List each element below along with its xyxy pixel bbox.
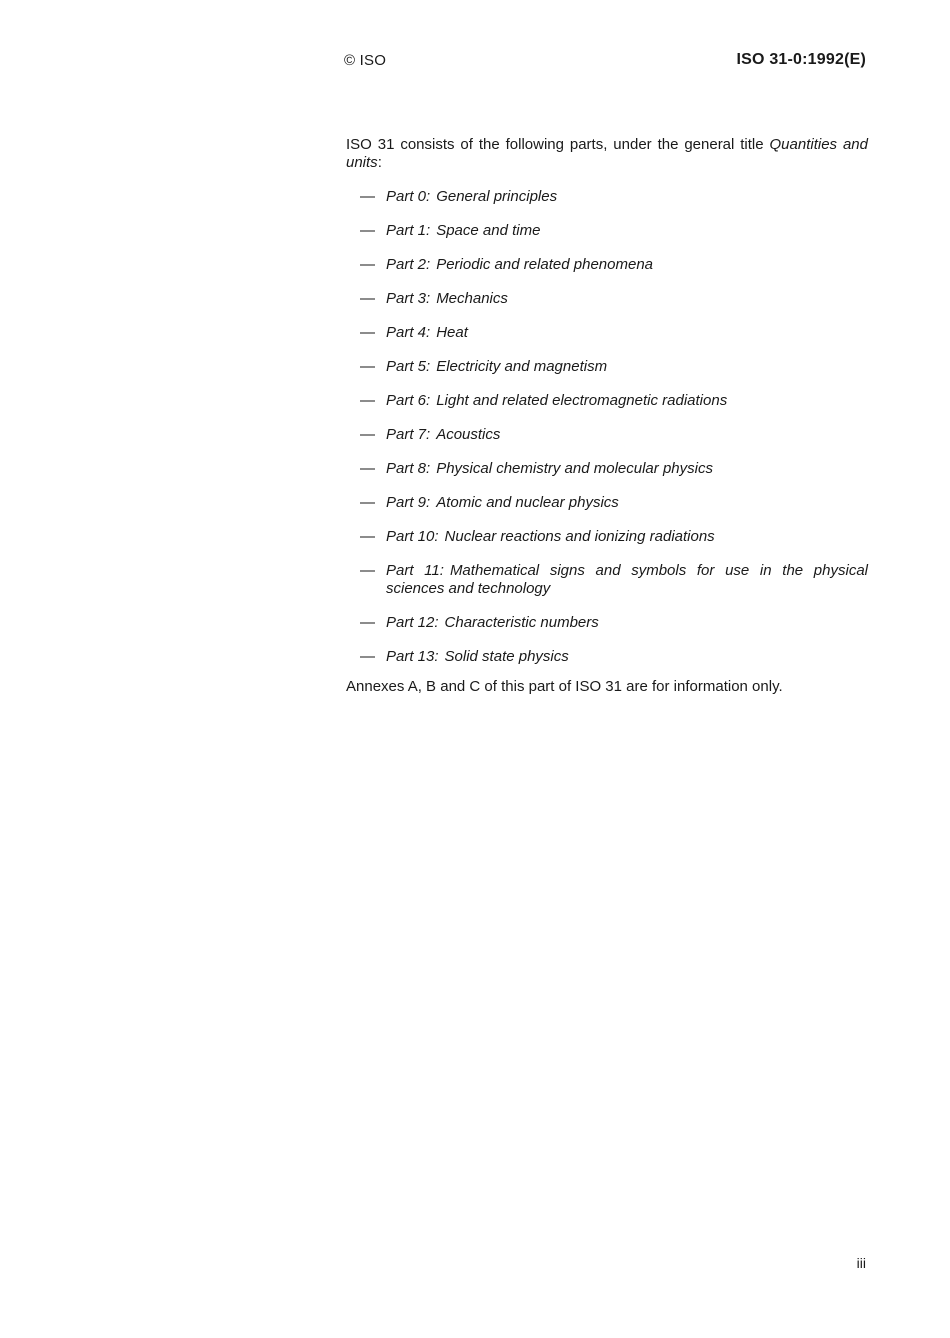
list-item [346, 392, 868, 410]
part-label: Part 10: [386, 528, 439, 545]
dash: — [360, 494, 375, 511]
part-title: Acoustics [436, 426, 501, 443]
part-title: Mechanics [436, 290, 508, 307]
part-label: Part 2: [386, 256, 431, 273]
part-label: Part 11: [386, 562, 444, 579]
list-item [346, 426, 868, 444]
dash: — [360, 614, 375, 631]
list-item [346, 290, 868, 308]
part-title: Physical chemistry and molecular physics [436, 460, 713, 477]
part-title: Space and time [436, 222, 541, 239]
list-item [346, 648, 868, 666]
dash: — [360, 648, 375, 665]
part-title: Nuclear reactions and ionizing radiations [444, 528, 715, 545]
list-item [346, 494, 868, 512]
part-title: Characteristic numbers [444, 614, 599, 631]
dash: — [360, 392, 375, 409]
dash: — [360, 324, 375, 341]
dash: — [360, 426, 375, 443]
dash: — [360, 460, 375, 477]
part-title: Mathematical signs and symbols for use in the physical sciences and technology [386, 562, 868, 597]
part-label: Part 13: [386, 648, 439, 665]
part-label: Part 0: [386, 188, 431, 205]
dash: — [360, 256, 375, 273]
part-label: Part 7: [386, 426, 431, 443]
dash: — [360, 562, 375, 579]
list-item [346, 460, 868, 478]
list-item [346, 188, 868, 206]
annex-note: Annexes A, B and C of this part of ISO 31 are for information only. [346, 678, 783, 695]
part-label: Part 4: [386, 324, 431, 341]
list-item [346, 358, 868, 376]
list-item [346, 562, 868, 598]
part-title: Light and related electromagnetic radiations [436, 392, 728, 409]
header-document-id: ISO 31-0:1992(E) [736, 51, 866, 68]
page-number: iii [856, 1255, 866, 1271]
part-label: Part 1: [386, 222, 431, 239]
part-title: Heat [436, 324, 468, 341]
part-title: General principles [436, 188, 558, 205]
dash: — [360, 358, 375, 375]
part-title: Electricity and magnetism [436, 358, 608, 375]
dash: — [360, 188, 375, 205]
part-label: Part 5: [386, 358, 431, 375]
intro-text-after: : [377, 154, 382, 171]
dash: — [360, 528, 375, 545]
intro-general-title: Quantities and units [346, 136, 868, 171]
part-title: Atomic and nuclear physics [436, 494, 619, 511]
header-copyright: © ISO [344, 52, 387, 69]
list-item [346, 614, 868, 632]
intro-paragraph [346, 136, 868, 172]
list-item [346, 256, 868, 274]
part-label: Part 12: [386, 614, 439, 631]
intro-text-before: ISO 31 consists of the following parts, under the general title [346, 136, 770, 153]
part-label: Part 9: [386, 494, 431, 511]
part-label: Part 8: [386, 460, 431, 477]
dash: — [360, 222, 375, 239]
dash: — [360, 290, 375, 307]
list-item [346, 528, 868, 546]
part-label: Part 6: [386, 392, 431, 409]
part-title: Solid state physics [444, 648, 569, 665]
parts-list [346, 188, 868, 666]
list-item [346, 324, 868, 342]
part-title: Periodic and related phenomena [436, 256, 654, 273]
list-item [346, 222, 868, 240]
page-content [346, 136, 868, 711]
part-label: Part 3: [386, 290, 431, 307]
